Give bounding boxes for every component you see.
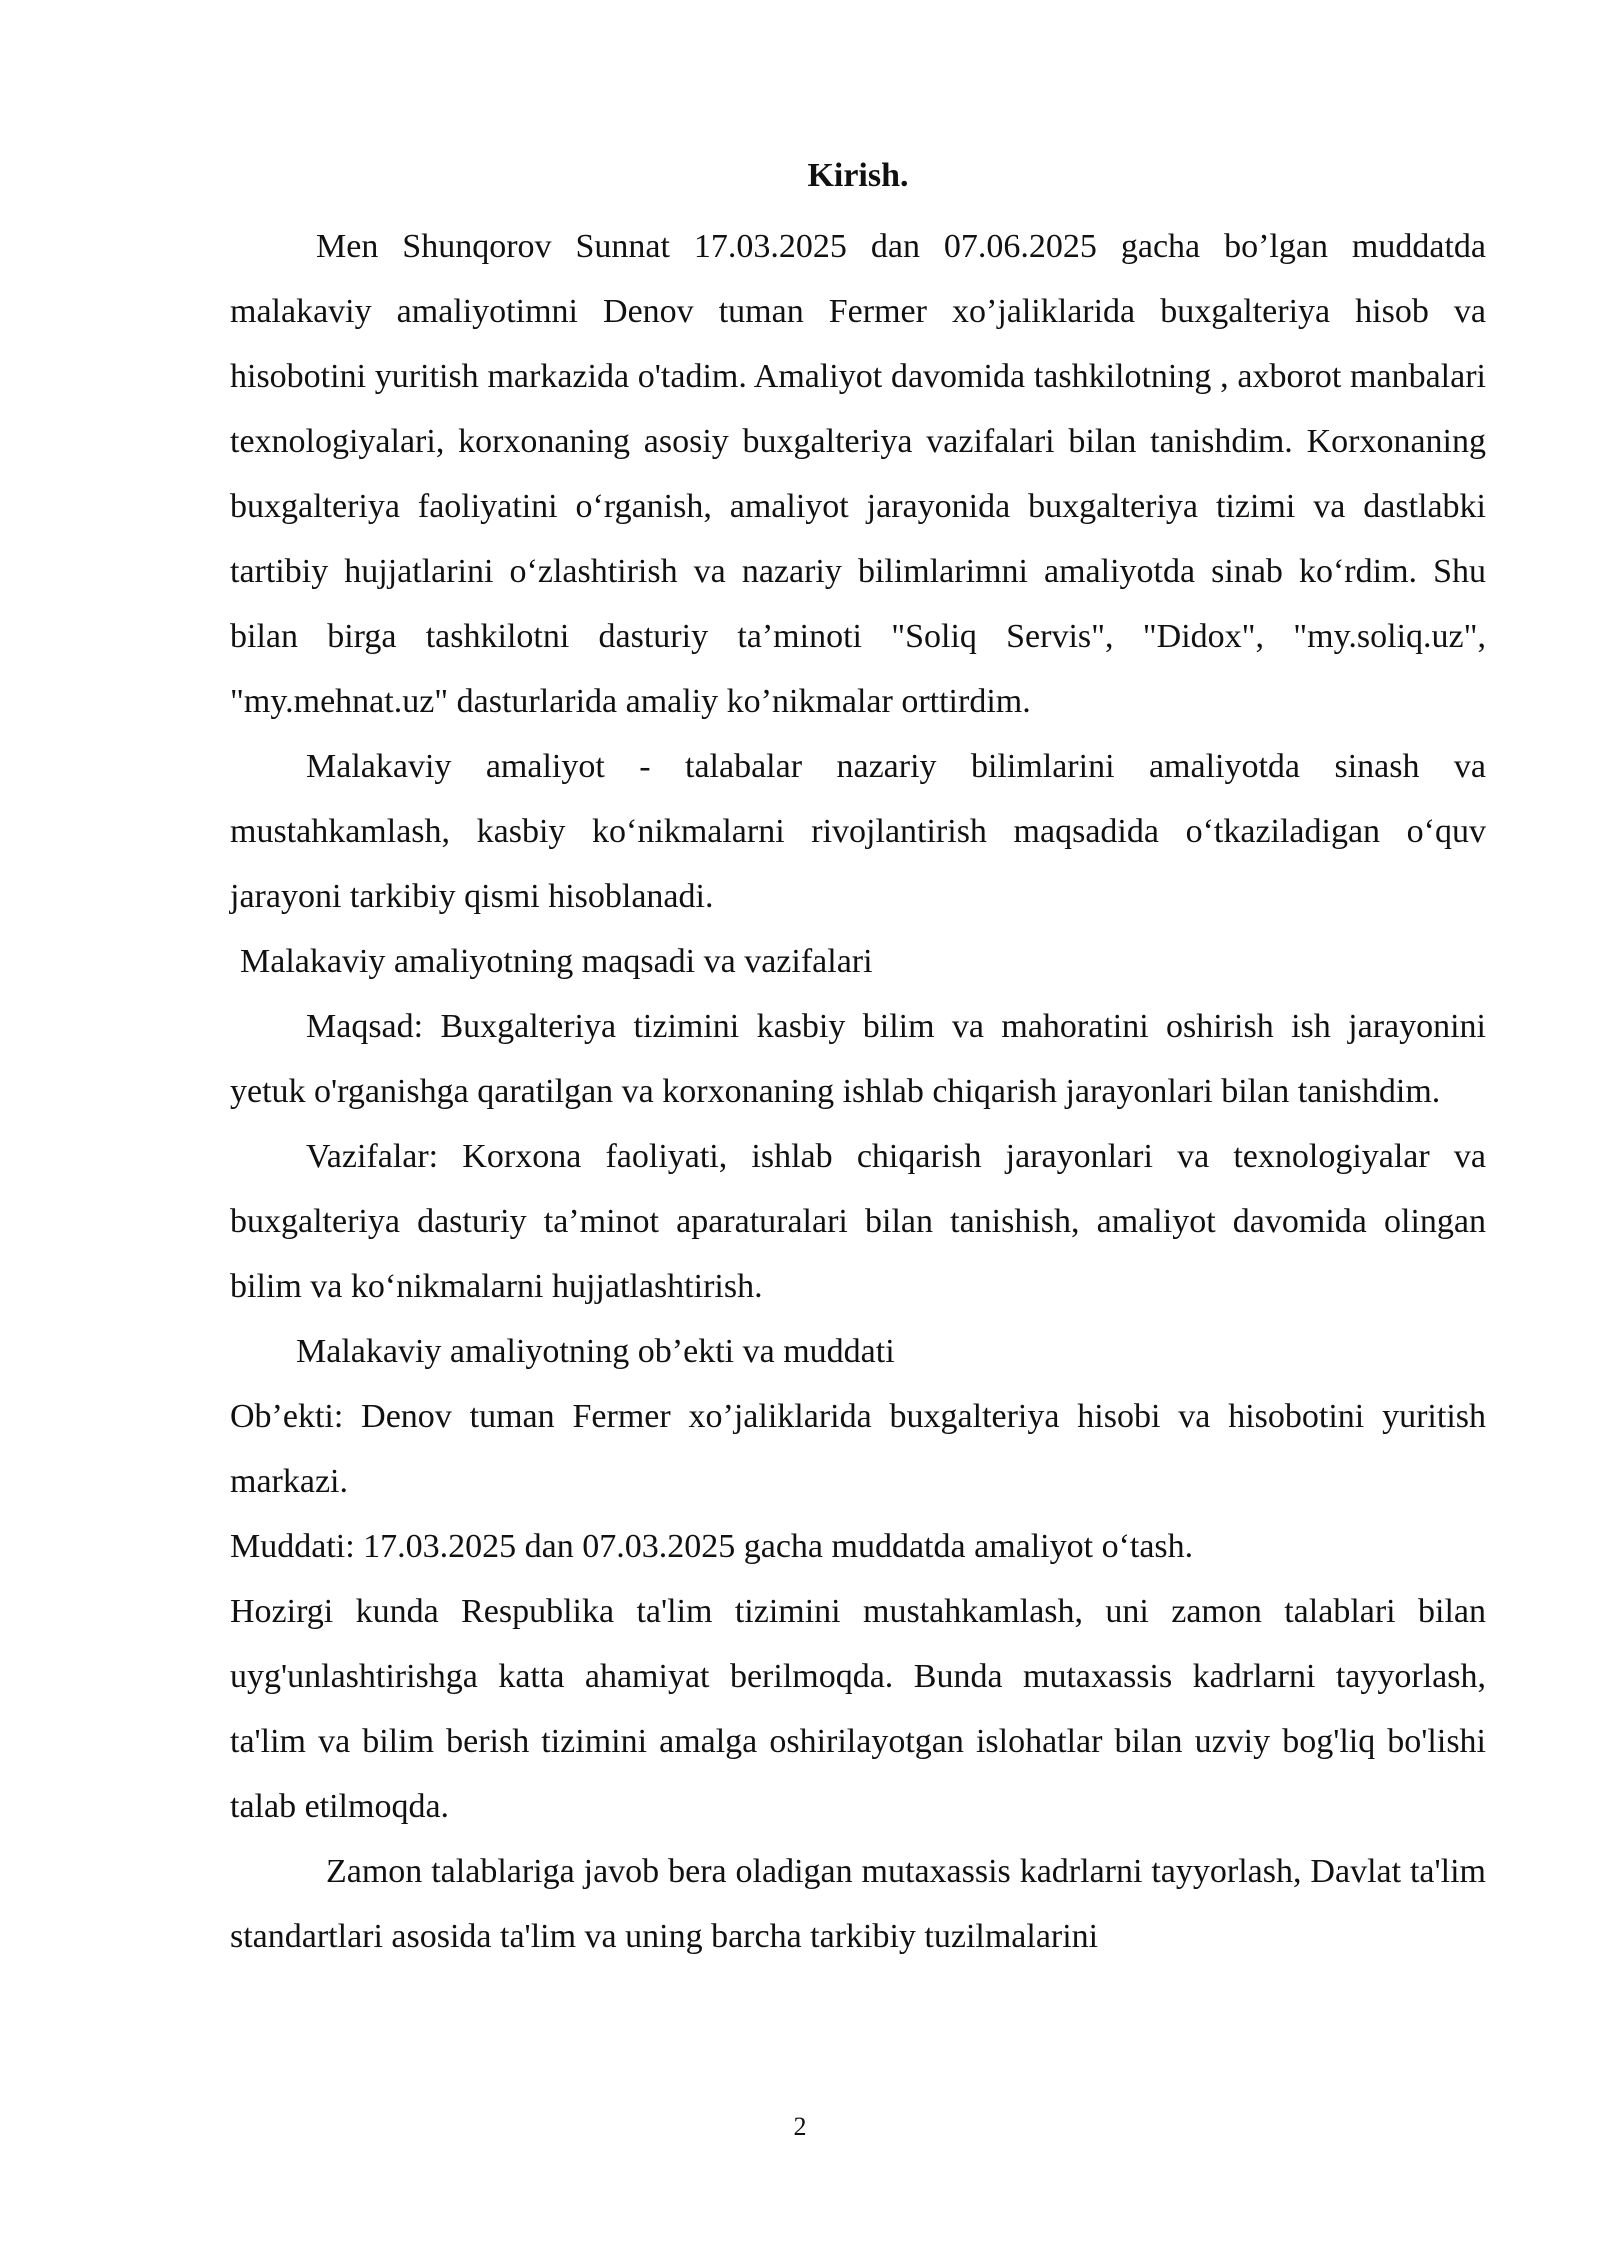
paragraph-education: Hozirgi kunda Respublika ta'lim tizimini mustahkamlash, uni zamon talablari bilan uyg'unlashtirishga katta ahamiyat berilmoqda. Bunda mutaxassis kadrlarni tayyorlash, ta'lim va bilim berish tizimini amalga oshirilayotgan islohatlar bilan uzviy bog'liq bo'lishi talab etilmoqda. bbox=[230, 1593, 1486, 1825]
page-number: 2 bbox=[793, 2112, 807, 2141]
paragraph-object: Ob’ekti: Denov tuman Fermer xo’jaliklarida buxgalteriya hisobi va hisobotini yuritish markazi. bbox=[230, 1398, 1486, 1500]
page-body bbox=[230, 150, 1486, 1969]
paragraph-goal: Maqsad: Buxgalteriya tizimini kasbiy bilim va mahoratini oshirish ish jarayonini yetuk o'rganishga qaratilgan va korxonaning ishlab chiqarish jarayonlari bilan tanishdim. bbox=[230, 1008, 1486, 1110]
paragraph-tasks: Vazifalar: Korxona faoliyati, ishlab chiqarish jarayonlari va texnologiyalar va buxgalteriya dasturiy ta’minot aparaturalari bilan tanishish, amaliyot davomida olingan bilim va ko‘nikmalarni hujjatlashtirish. bbox=[230, 1138, 1486, 1305]
page-title: Kirish. bbox=[807, 157, 909, 194]
paragraph-standards: Zamon talablariga javob bera oladigan mutaxassis kadrlarni tayyorlash, Davlat ta'lim standartlari asosida ta'lim va uning barcha tarkibiy tuzilmalarini bbox=[230, 1853, 1486, 1955]
paragraph-intro: Men Shunqorov Sunnat 17.03.2025 dan 07.06.2025 gacha bo’lgan muddatda malakaviy amaliyotimni Denov tuman Fermer xo’jaliklarida buxgalteriya hisob va hisobotini yuritish markazida o'tadim. Amaliyot davomida tashkilotning , axborot manbalari texnologiyalari, korxonaning asosiy buxgalteriya vazifalari bilan tanishdim. Korxonaning buxgalteriya faoliyatini o‘rganish, amaliyot jarayonida buxgalteriya tizimi va dastlabki tartibiy hujjatlarini o‘zlashtirish va nazariy bilimlarimni amaliyotda sinab ko‘rdim. Shu bilan birga tashkilotni dasturiy ta’minoti "Soliq Servis", "Didox", "my.soliq.uz", "my.mehnat.uz" dasturlarida amaliy ko’nikmalar orttirdim. bbox=[230, 228, 1486, 720]
section-heading-goals: Malakaviy amaliyotning maqsadi va vazifalari bbox=[240, 943, 873, 980]
paragraph-duration: Muddati: 17.03.2025 dan 07.03.2025 gacha muddatda amaliyot o‘tash. bbox=[230, 1528, 1194, 1565]
section-heading-object: Malakaviy amaliyotning ob’ekti va muddati bbox=[296, 1333, 895, 1370]
paragraph-definition: Malakaviy amaliyot - talabalar nazariy bilimlarini amaliyotda sinash va mustahkamlash, kasbiy ko‘nikmalarni rivojlantirish maqsadida o‘tkaziladigan o‘quv jarayoni tarkibiy qismi hisoblanadi. bbox=[230, 748, 1486, 915]
